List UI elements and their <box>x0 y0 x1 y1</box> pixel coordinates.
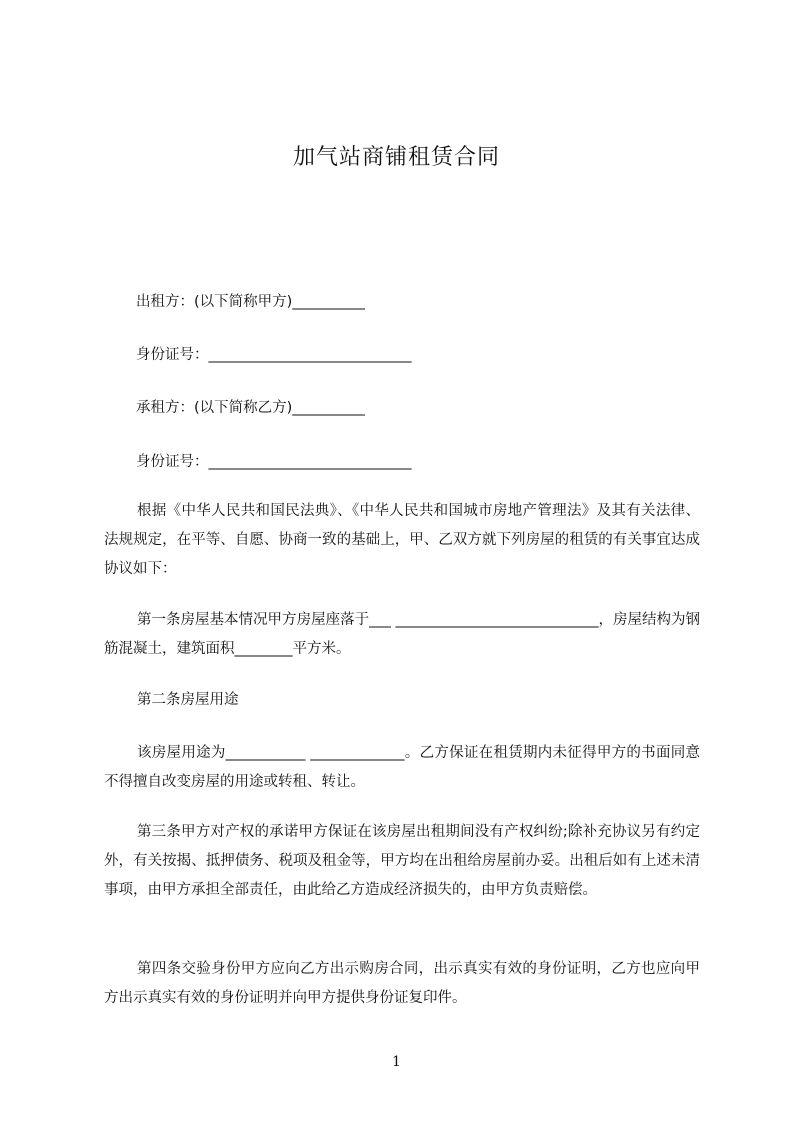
lessor-id-field: 身份证号：____________________________ <box>136 347 412 363</box>
article-3-paragraph: 第三条甲方对产权的承诺甲方保证在该房屋出租期间没有产权纠纷;除补充协议另有约定外，有关按揭、抵押债务、税项及租金等，甲方均在出租给房屋前办妥。出租后如有上述未清事项，由甲方承担全部责任，由此给乙方造成经济损失的，由甲方负责赔偿。 <box>104 824 700 898</box>
page-number: 1 <box>392 1054 401 1070</box>
lessee-id-field: 身份证号：____________________________ <box>136 454 412 470</box>
article-2-paragraph: 该房屋用途为___________ _____________。乙方保证在租赁期内未征得甲方的书面同意不得擅自改变房屋的用途或转租、转让。 <box>104 745 700 790</box>
document-title: 加气站商铺租赁合同 <box>292 145 500 170</box>
preamble-paragraph: 根据《中华人民共和国民法典》、《中华人民共和国城市房地产管理法》及其有关法律、法规规定，在平等、自愿、协商一致的基础上，甲、乙双方就下列房屋的租赁的有关事宜达成协议如下： <box>104 503 700 577</box>
lessee-field: 承租方：(以下简称乙方)__________ <box>136 400 365 416</box>
article-4-paragraph: 第四条交验身份甲方应向乙方出示购房合同，出示真实有效的身份证明，乙方也应向甲方出示真实有效的身份证明并向甲方提供身份证复印件。 <box>104 961 700 1006</box>
article-1-paragraph: 第一条房屋基本情况甲方房屋座落于___ ____________________________，房屋结构为钢筋混凝土，建筑面积________平方米。 <box>104 612 700 657</box>
lessor-field: 出租方：(以下简称甲方)__________ <box>136 294 365 310</box>
article-2-heading: 第二条房屋用途 <box>137 692 239 708</box>
